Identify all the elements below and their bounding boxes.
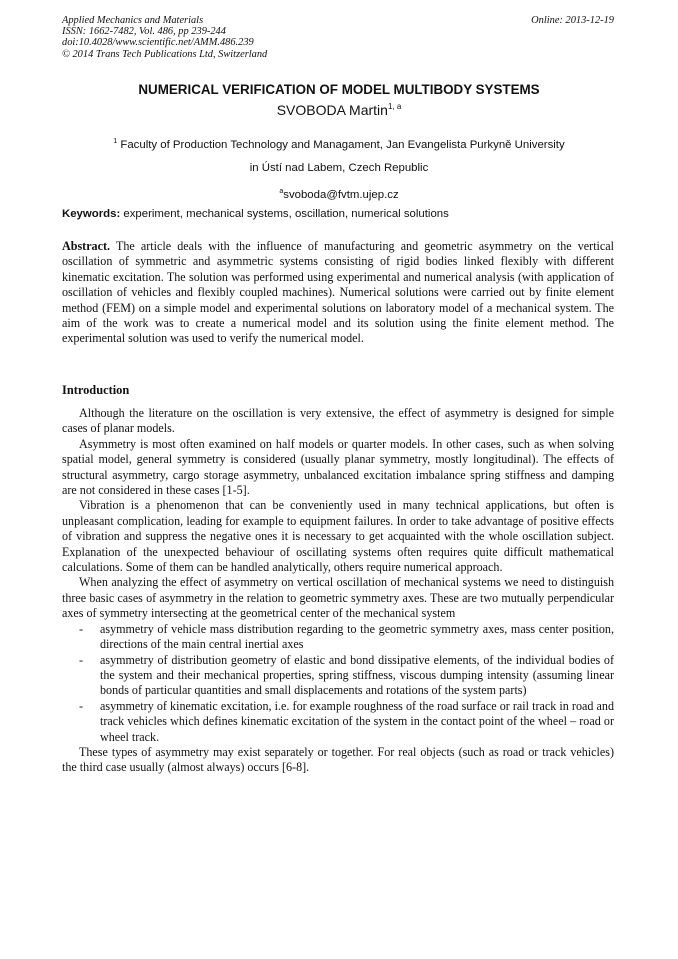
asymmetry-list xyxy=(62,622,614,745)
list-item: - asymmetry of vehicle mass distribution regarding to the geometric symmetry axes, mass center position, directions of the main central inertial axes xyxy=(62,622,614,653)
paragraph: These types of asymmetry may exist separately or together. For real objects (such as road or track vehicles) the third case usually (almost always) occurs [6-8]. xyxy=(62,744,614,775)
abstract-text: The article deals with the influence of manufacturing and geometric asymmetry on the vertical oscillation of symmetric and asymmetric systems consisting of rigid bodies linked flexibly with different kinematic excitation. The solution was performed using experimental and numerical analysis (with application of oscillation of vehicles and flexibly coupled machines). Numerical solutions were carried out by finite element method (FEM) on a simple model and experimental solutions on laboratory model of a mechanical system. The aim of the work was to create a numerical model and its solution using the finite element method. The experimental solution was used to verify the numerical model. xyxy=(62,239,615,346)
keywords-text: experiment, mechanical systems, oscillation, numerical solutions xyxy=(123,208,449,220)
introduction-heading: Introduction xyxy=(62,383,130,397)
affiliation xyxy=(0,130,678,207)
paragraph: Although the literature on the oscillation is very extensive, the effect of asymmetry is designed for simple cases of planar models. xyxy=(62,406,614,436)
paragraph: When analyzing the effect of asymmetry on vertical oscillation of mechanical systems we need to distinguish three basic cases of asymmetry in the relation to geometric symmetry axes. These are two mutually perpendicular axes of symmetry intersecting at the geometrical center of the mechanical system xyxy=(62,575,614,621)
author-email: svoboda@fvtm.ujep.cz xyxy=(283,189,399,201)
abstract-label: Abstract. xyxy=(62,239,111,253)
author-superscript: 1, a xyxy=(387,102,402,111)
journal-copyright: © 2014 Trans Tech Publications Ltd, Switzerland xyxy=(62,48,268,60)
journal-name: Applied Mechanics and Materials xyxy=(62,15,204,26)
paragraph: Asymmetry is most often examined on half models or quarter models. In other cases, such as when solving spatial model, general symmetry is considered (usually planar symmetry, mostly longitudinal). The effects of structural asymmetry, cargo storage asymmetry, unbalanced excitation imbalance spring stiffness and damping are not considered in these cases [1-5]. xyxy=(62,436,614,498)
affiliation-line-1 xyxy=(0,130,678,157)
journal-issn: ISSN: 1662-7482, Vol. 486, pp 239-244 xyxy=(62,26,226,38)
list-item: - asymmetry of kinematic excitation, i.e. for example roughness of the road surface or rail track in road and track vehicles which defines kinematic excitation of the system in the contact point of the wheel – road or wheel track. xyxy=(62,699,614,745)
affiliation-line-2: in Ústí nad Labem, Czech Republic xyxy=(249,162,429,174)
affiliation-text-1: Faculty of Production Technology and Managament, Jan Evangelista Purkyně University xyxy=(120,139,565,151)
list-item: - asymmetry of distribution geometry of elastic and bond dissipative elements, of the individual bodies of the system and their mechanical properties, spring stiffness, viscous dumping intensity (assuming linear bonds of particular quantities and small displacements and rotations of the system parts) xyxy=(62,653,614,699)
author-line xyxy=(0,102,678,118)
keywords-label: Keywords: xyxy=(62,208,121,220)
keywords xyxy=(62,208,449,220)
email-superscript: a xyxy=(279,188,284,195)
paper-title: NUMERICAL VERIFICATION OF MODEL MULTIBODY SYSTEMS xyxy=(138,82,540,97)
online-date: Online: 2013-12-19 xyxy=(531,15,614,26)
author-name: SVOBODA Martin xyxy=(276,102,388,118)
affiliation-superscript: 1 xyxy=(113,138,118,145)
abstract xyxy=(62,239,614,347)
journal-doi: doi:10.4028/www.scientific.net/AMM.486.239 xyxy=(62,37,254,49)
author-email-line xyxy=(0,180,678,207)
paragraph: Vibration is a phenomenon that can be conveniently used in many technical applications, but often is unpleasant complication, leading for example to equipment failures. In order to take advantage of positive effects of vibration and suppress the negative ones it is necessary to get acquainted with the whole oscillation subject. Explanation of the unexpected behaviour of oscillating systems often requires quite difficult mathematical calculations. Some of them can be handled analytically, others require numerical approach. xyxy=(62,498,614,575)
journal-header xyxy=(62,15,614,60)
introduction-body xyxy=(62,406,614,776)
